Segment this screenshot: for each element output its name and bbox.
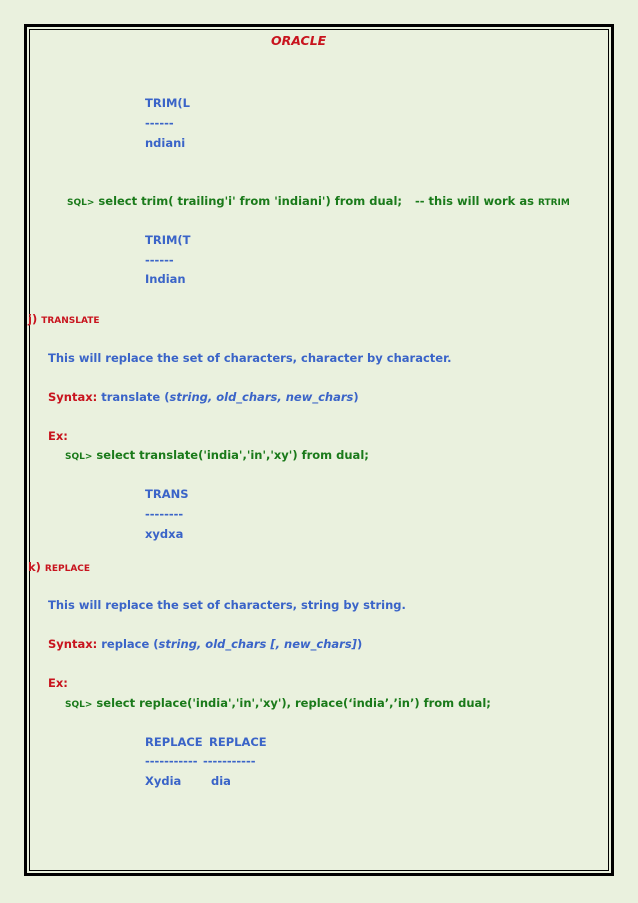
sql-prompt: SQL>	[65, 700, 93, 710]
sql-comment	[415, 196, 570, 208]
section-letter: j)	[28, 312, 38, 326]
syntax-args: string, old_chars [, new_chars]	[158, 637, 357, 651]
sql-statement-trim	[67, 196, 402, 208]
syntax-label: Syntax:	[48, 390, 98, 404]
sql-statement-replace	[65, 698, 491, 710]
replace-result-column-1: REPLACE	[145, 735, 203, 749]
section-name: TRANSLATE	[41, 316, 100, 326]
sql-statement-translate	[65, 450, 369, 462]
syntax-label: Syntax:	[48, 637, 98, 651]
syntax-close: )	[353, 390, 359, 404]
sql-query: select replace('india','in','xy'), replace(‘india’,’in’) from dual;	[92, 696, 491, 710]
replace-result-value-1: Xydia	[145, 774, 182, 788]
sql-prompt: SQL>	[65, 452, 93, 462]
syntax-function: translate (	[97, 390, 170, 404]
comment-keyword: RTRIM	[537, 198, 570, 208]
translate-example-label: Ex:	[48, 429, 68, 443]
syntax-args: string, old_chars, new_chars	[169, 390, 354, 404]
translate-result-value: xydxa	[145, 527, 184, 541]
replace-result-separator-2: -----------	[203, 754, 256, 768]
section-heading-replace	[28, 562, 90, 574]
result1-separator: ------	[145, 116, 174, 130]
replace-syntax	[48, 639, 362, 651]
sql-query: select trim( trailing'i' from 'indiani') from dual;	[94, 194, 402, 208]
translate-description: This will replace the set of characters, character by character.	[48, 351, 452, 365]
replace-result-column-2: REPLACE	[209, 735, 267, 749]
result2-column-header: TRIM(T	[145, 233, 191, 247]
sql-query: select translate('india','in','xy') from dual;	[92, 448, 369, 462]
section-heading-translate	[28, 314, 100, 326]
result1-column-header: TRIM(L	[145, 96, 191, 110]
page-title: ORACLE	[271, 33, 327, 48]
replace-result-separator-1: -----------	[145, 754, 198, 768]
syntax-close: )	[356, 637, 363, 651]
translate-result-column: TRANS	[145, 487, 189, 501]
section-name: REPLACE	[44, 564, 91, 574]
sql-prompt: SQL>	[67, 198, 95, 208]
result2-value: Indian	[145, 272, 186, 286]
section-letter: k)	[28, 560, 41, 574]
translate-result-separator: --------	[145, 507, 184, 521]
replace-example-label: Ex:	[48, 676, 68, 690]
replace-result-value-2: dia	[211, 774, 231, 788]
syntax-function: replace (	[97, 637, 159, 651]
result1-value: ndiani	[145, 136, 186, 150]
translate-syntax	[48, 392, 359, 404]
comment-text: -- this will work as	[415, 194, 538, 208]
result2-separator: ------	[145, 253, 174, 267]
replace-description: This will replace the set of characters, string by string.	[48, 598, 406, 612]
